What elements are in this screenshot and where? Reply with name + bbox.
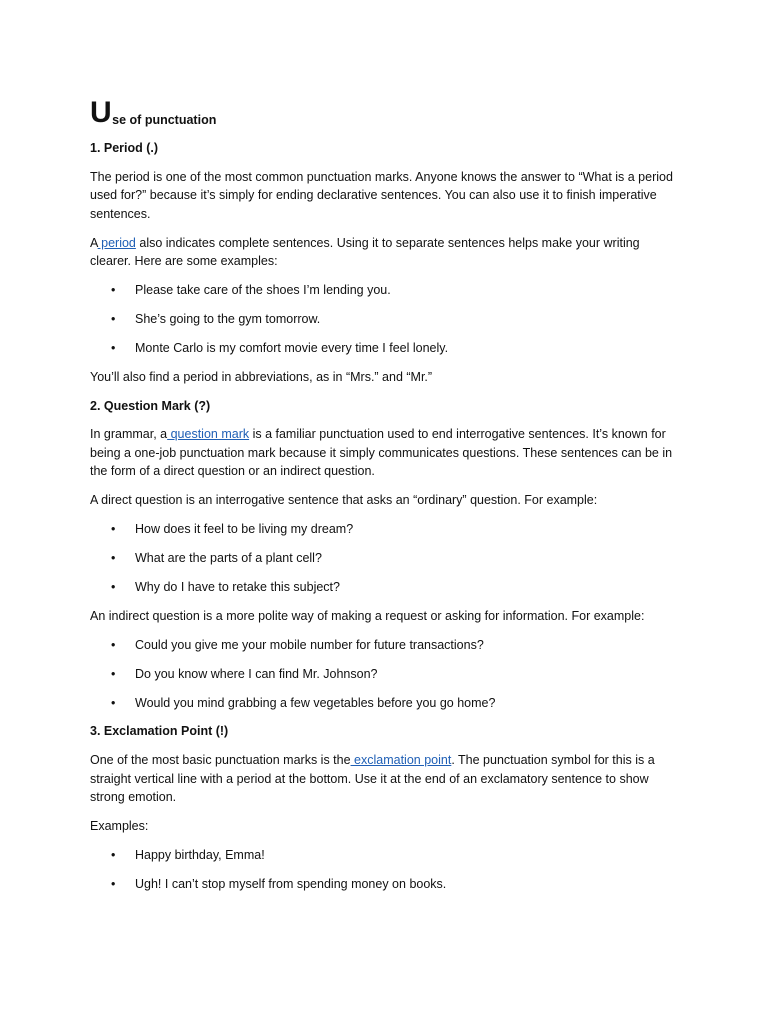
list-item: • Ugh! I can’t stop myself from spending money on books.: [90, 875, 680, 893]
list-item: • Do you know where I can find Mr. Johnson?: [90, 665, 680, 683]
list-item: • Please take care of the shoes I’m lending you.: [90, 281, 680, 299]
list-item: • Why do I have to retake this subject?: [90, 578, 680, 596]
period-paragraph-2: [90, 234, 680, 271]
exclamation-paragraph-1: [90, 751, 680, 806]
exclamation-examples-list: [90, 846, 680, 893]
document-title: [90, 94, 680, 128]
list-item: • Monte Carlo is my comfort movie every time I feel lonely.: [90, 339, 680, 357]
list-item: • Would you mind grabbing a few vegetables before you go home?: [90, 694, 680, 712]
period-paragraph-1: The period is one of the most common punctuation marks. Anyone knows the answer to “What is a period used for?” because it’s simply for ending declarative sentences. You can also use it to finish imperative sentences.: [90, 169, 673, 221]
exclamation-paragraph-1-start: One of the most basic punctuation marks is the: [90, 753, 351, 768]
section-heading-question-mark: 2. Question Mark (?): [90, 398, 211, 413]
list-item: • She’s going to the gym tomorrow.: [90, 310, 680, 328]
period-paragraph-2-end: also indicates complete sentences. Using it to separate sentences helps make your writing clearer. Here are some examples:: [90, 235, 640, 269]
title-initial: U: [90, 96, 112, 129]
question-paragraph-1-end: is a familiar punctuation used to end interrogative sentences. It’s known for being a one-job punctuation mark because it simply communicates questions. These sentences can be in the form of a direct question or an indirect question.: [90, 427, 673, 479]
period-paragraph-2-start: A: [90, 235, 98, 250]
indirect-question-examples-list: [90, 636, 680, 712]
period-examples-list: [90, 281, 680, 357]
exclamation-point-link[interactable]: exclamation point: [350, 753, 452, 768]
section-heading-period: 1. Period (.): [90, 141, 159, 155]
period-link[interactable]: period: [97, 235, 136, 250]
period-paragraph-3: You’ll also find a period in abbreviations, as in “Mrs.” and “Mr.”: [90, 369, 433, 384]
section-heading-exclamation-point: 3. Exclamation Point (!): [90, 724, 229, 739]
question-paragraph-1-start: In grammar, a: [90, 427, 168, 442]
question-paragraph-3: An indirect question is a more polite way of making a request or asking for information. For example:: [90, 608, 645, 623]
document-page: [90, 94, 680, 904]
title-text: se of punctuation: [112, 113, 217, 127]
list-item: • Could you give me your mobile number for future transactions?: [90, 636, 680, 654]
exclamation-paragraph-2: Examples:: [90, 819, 149, 834]
list-item: • Happy birthday, Emma!: [90, 846, 680, 864]
direct-question-examples-list: [90, 520, 680, 596]
list-item: • How does it feel to be living my dream?: [90, 520, 680, 538]
question-paragraph-2: A direct question is an interrogative sentence that asks an “ordinary” question. For example:: [90, 493, 598, 508]
exclamation-paragraph-1-end: . The punctuation symbol for this is a straight vertical line with a period at the bottom. Use it at the end of an exclamatory sentence to show strong emotion.: [90, 753, 655, 805]
question-paragraph-1: [90, 425, 680, 480]
list-item: • What are the parts of a plant cell?: [90, 549, 680, 567]
question-mark-link[interactable]: question mark: [167, 427, 250, 442]
